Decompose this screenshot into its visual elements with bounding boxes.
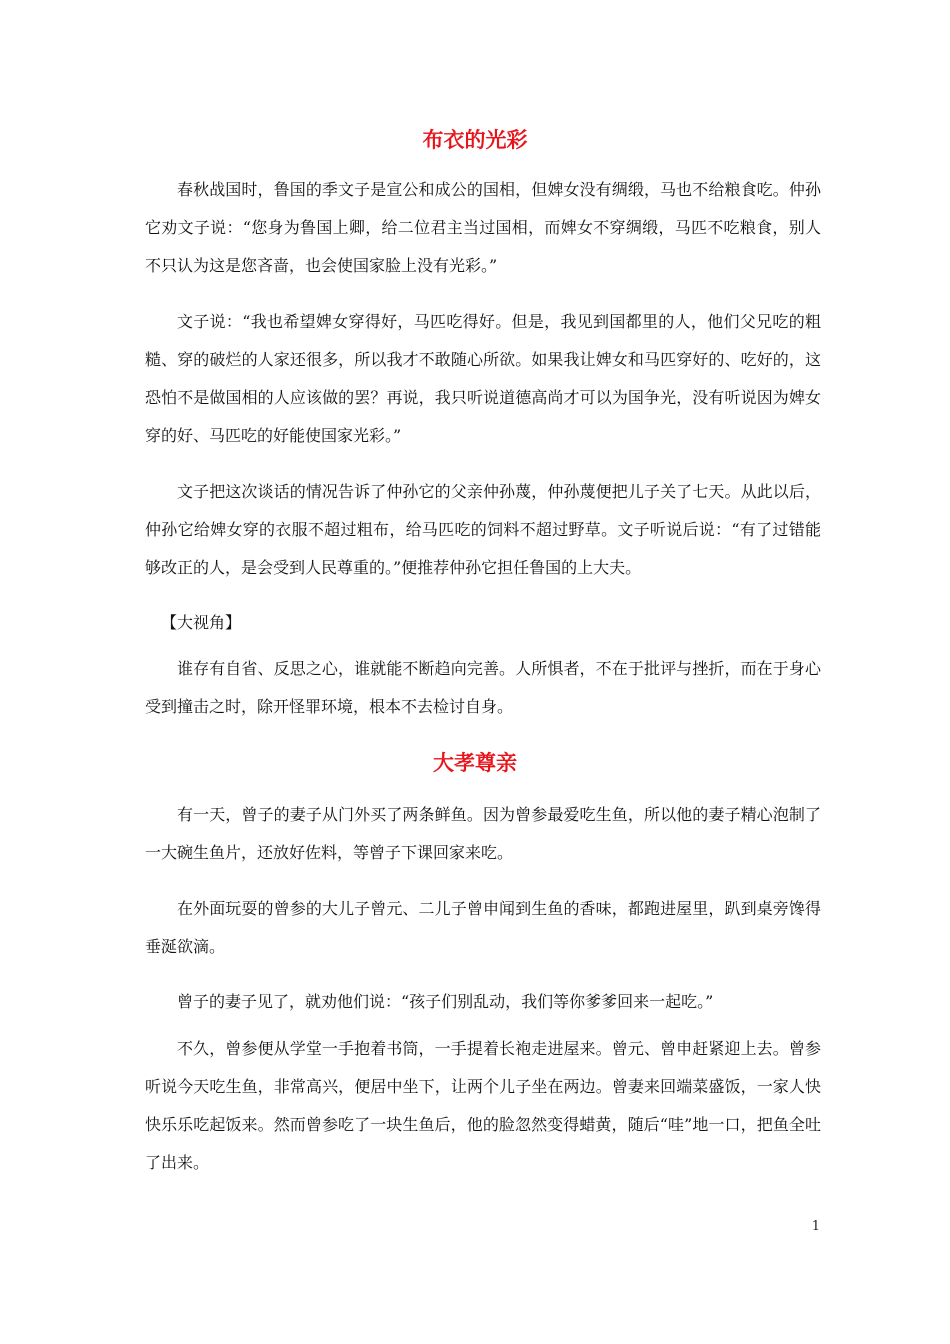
paragraph: 有一天，曾子的妻子从门外买了两条鲜鱼。因为曾参最爱吃生鱼，所以他的妻子精心泡制了一大碗生鱼片，还放好佐料，等曾子下课回家来吃。 (145, 805, 821, 862)
section-subheading: 【大视角】 (161, 613, 242, 632)
paragraph: 文子把这次谈话的情况告诉了仲孙它的父亲仲孙蔑，仲孙蔑便把儿子关了七天。从此以后，仲孙它给婢女穿的衣服不超过粗布，给马匹吃的饲料不超过野草。文子听说后说：“有了过错能够改正的人，是会受到人民尊重的。”便推荐仲孙它担任鲁国的上大夫。 (145, 482, 821, 577)
page-number: 1 (811, 1219, 820, 1234)
paragraph: 谁存有自省、反思之心，谁就能不断趋向完善。人所惧者，不在于批评与挫折，而在于身心受到撞击之时，除开怪罪环境，根本不去检讨自身。 (145, 659, 821, 716)
paragraph: 曾子的妻子见了，就劝他们说：“孩子们别乱动，我们等你爹爹回来一起吃。” (177, 992, 714, 1011)
section-title-da-xiao-zun-qin: 大孝尊亲 (433, 751, 517, 775)
paragraph: 春秋战国时，鲁国的季文子是宣公和成公的国相，但婢女没有绸缎，马也不给粮食吃。仲孙它劝文子说：“您身为鲁国上卿，给二位君主当过国相，而婢女不穿绸缎，马匹不吃粮食，别人不只认为这是您吝啬，也会使国家脸上没有光彩。” (145, 180, 821, 275)
section-title-bu-yi-de-guang-cai: 布衣的光彩 (422, 128, 528, 152)
paragraph: 在外面玩耍的曾参的大儿子曾元、二儿子曾申闻到生鱼的香味，都跑进屋里，趴到桌旁馋得垂涎欲滴。 (145, 899, 821, 956)
paragraph: 文子说：“我也希望婢女穿得好，马匹吃得好。但是，我见到国都里的人，他们父兄吃的粗糙、穿的破烂的人家还很多，所以我才不敢随心所欲。如果我让婢女和马匹穿好的、吃好的，这恐怕不是做国相的人应该做的罢？再说，我只听说道德高尚才可以为国争光，没有听说因为婢女穿的好、马匹吃的好能使国家光彩。” (145, 312, 821, 445)
paragraph: 不久，曾参便从学堂一手抱着书筒，一手提着长袍走进屋来。曾元、曾申赶紧迎上去。曾参听说今天吃生鱼，非常高兴，便居中坐下，让两个儿子坐在两边。曾妻来回端菜盛饭，一家人快快乐乐吃起饭来。然而曾参吃了一块生鱼后，他的脸忽然变得蜡黄，随后“哇”地一口，把鱼全吐了出来。 (145, 1039, 821, 1172)
